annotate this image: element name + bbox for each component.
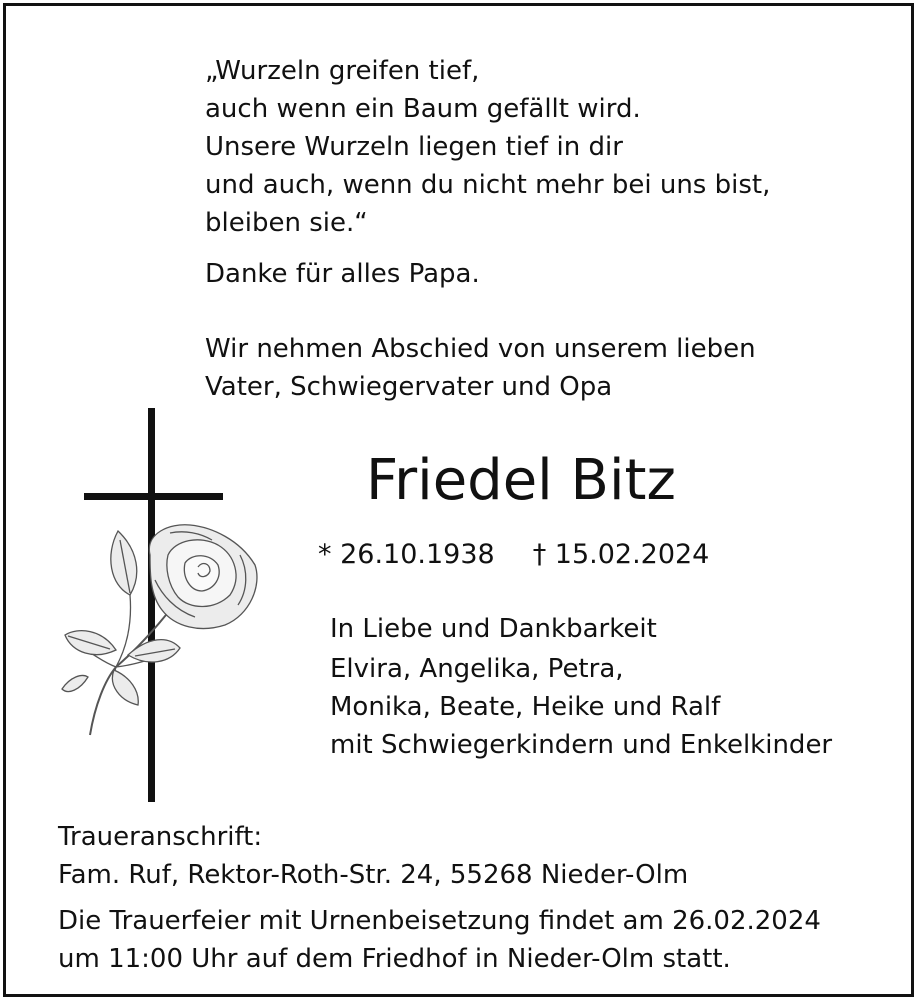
- intro-line: Vater, Schwiegervater und Opa: [205, 372, 613, 402]
- thanks-text: Danke für alles Papa.: [205, 259, 480, 289]
- intro-line: Wir nehmen Abschied von unserem lieben: [205, 334, 756, 364]
- farewell-intro: [205, 330, 756, 406]
- birth-date: * 26.10.1938: [318, 539, 495, 570]
- address-label: Traueranschrift:: [58, 822, 263, 852]
- memorial-artwork: [50, 405, 265, 805]
- quote-line: „Wurzeln greifen tief,: [205, 56, 480, 86]
- quote-block: [205, 52, 770, 242]
- mourners-line: Monika, Beate, Heike und Ralf: [330, 692, 721, 722]
- address-value: Fam. Ruf, Rektor-Roth-Str. 24, 55268 Nieder-Olm: [58, 860, 689, 890]
- mourners-heading: In Liebe und Dankbarkeit: [330, 614, 657, 644]
- mourners-line: mit Schwiegerkindern und Enkelkinder: [330, 730, 833, 760]
- rose-icon: [62, 525, 257, 735]
- quote-line: Unsere Wurzeln liegen tief in dir: [205, 132, 623, 162]
- quote-line: und auch, wenn du nicht mehr bei uns bist,: [205, 170, 771, 200]
- service-line: Die Trauerfeier mit Urnenbeisetzung findet am 26.02.2024: [58, 906, 821, 936]
- mourning-address: [58, 818, 688, 894]
- service-line: um 11:00 Uhr auf dem Friedhof in Nieder-Olm statt.: [58, 944, 731, 974]
- quote-line: auch wenn ein Baum gefällt wird.: [205, 94, 641, 124]
- mourners-line: Elvira, Angelika, Petra,: [330, 654, 624, 684]
- death-date: † 15.02.2024: [532, 539, 710, 570]
- deceased-name: Friedel Bitz: [366, 448, 676, 513]
- service-details: [58, 902, 821, 978]
- mourners-list: [330, 650, 832, 764]
- quote-line: bleiben sie.“: [205, 208, 368, 238]
- life-dates: [318, 535, 709, 575]
